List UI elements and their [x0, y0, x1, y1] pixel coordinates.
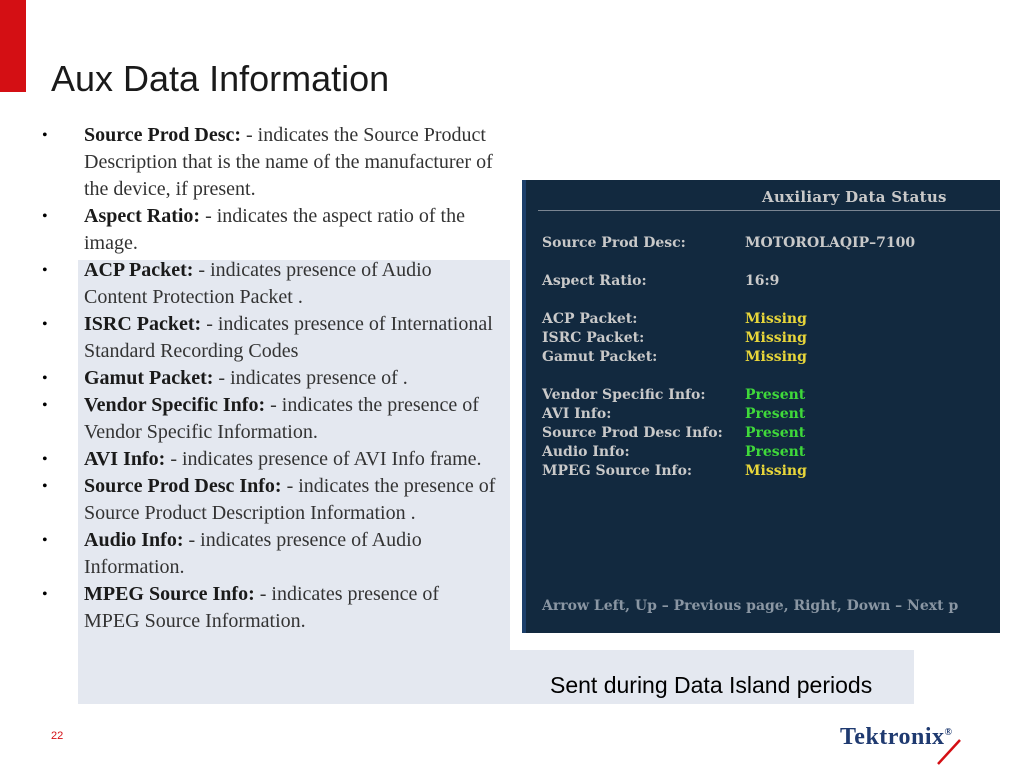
bullet-dot-icon: •	[42, 397, 48, 414]
bullet-dot-icon: •	[42, 478, 48, 495]
bullet-item	[42, 365, 497, 392]
bullet-term: Aspect Ratio:	[84, 205, 201, 227]
bullet-description: - indicates presence of MPEG Source Information.	[84, 583, 440, 632]
bullet-term: Source Prod Desc Info:	[84, 475, 282, 497]
bullet-item	[42, 392, 497, 446]
bullet-description: - indicates presence of International Standard Recording Codes	[84, 313, 493, 362]
bullet-item	[42, 581, 497, 635]
scope-row-label: Source Prod Desc:	[542, 235, 686, 251]
scope-row-value: Missing	[745, 349, 807, 365]
scope-row-label: Gamut Packet:	[542, 349, 658, 365]
scope-row-value: Missing	[745, 311, 807, 327]
scope-row-value: 16:9	[745, 273, 780, 289]
scope-row-label: Audio Info:	[542, 444, 630, 460]
bullet-item	[42, 311, 497, 365]
scope-row-label: AVI Info:	[542, 406, 612, 422]
bullet-dot-icon: •	[42, 316, 48, 333]
slide-title: Aux Data Information	[51, 58, 390, 99]
bullet-item	[42, 122, 497, 203]
bullet-description: - indicates presence of .	[213, 367, 408, 389]
bullet-term: Audio Info:	[84, 529, 184, 551]
bullet-term: ACP Packet:	[84, 259, 194, 281]
scope-row-value: Present	[745, 387, 806, 403]
scope-footer-hint: Arrow Left, Up – Previous page, Right, Down – Next p	[542, 598, 959, 614]
bullet-term: Source Prod Desc:	[84, 124, 242, 146]
bullet-item	[42, 473, 497, 527]
bullet-dot-icon: •	[42, 451, 48, 468]
bullet-item	[42, 257, 497, 311]
bullet-term: Gamut Packet:	[84, 367, 214, 389]
bullet-term: AVI Info:	[84, 448, 166, 470]
bullet-description: - indicates the aspect ratio of the image.	[84, 205, 465, 254]
page-number: 22	[51, 730, 64, 742]
scope-row-label: ACP Packet:	[542, 311, 638, 327]
aux-data-status-screen	[522, 180, 1000, 633]
bullet-dot-icon: •	[42, 586, 48, 603]
scope-row-value: Missing	[745, 463, 807, 479]
bullet-dot-icon: •	[42, 370, 48, 387]
bullet-description: - indicates presence of Audio Content Protection Packet .	[84, 259, 432, 308]
bullet-description: - indicates presence of Audio Information.	[84, 529, 422, 578]
bullet-item	[42, 527, 497, 581]
scope-row-label: MPEG Source Info:	[542, 463, 693, 479]
bullet-description: - indicates presence of AVI Info frame.	[165, 448, 482, 470]
bullet-term: Vendor Specific Info:	[84, 394, 266, 416]
scope-row-label: ISRC Packet:	[542, 330, 645, 346]
scope-row-label: Vendor Specific Info:	[542, 387, 706, 403]
scope-row-value: Present	[745, 444, 806, 460]
bullet-dot-icon: •	[42, 532, 48, 549]
caption: Sent during Data Island periods	[550, 672, 873, 698]
scope-row-value: Present	[745, 406, 806, 422]
bullet-item	[42, 203, 497, 257]
bullet-description: - indicates the Source Product Description that is the name of the manufacturer of the device, if present.	[84, 124, 493, 200]
bullet-dot-icon: •	[42, 262, 48, 279]
logo-registered: ®	[944, 727, 953, 738]
bullet-term: ISRC Packet:	[84, 313, 202, 335]
bullet-dot-icon: •	[42, 127, 48, 144]
scope-title: Auxiliary Data Status	[762, 188, 947, 206]
bullet-description: - indicates the presence of Vendor Specific Information.	[84, 394, 479, 443]
bullet-term: MPEG Source Info:	[84, 583, 255, 605]
scope-row-value: Missing	[745, 330, 807, 346]
scope-row-label: Aspect Ratio:	[542, 273, 647, 289]
bullet-list	[42, 122, 497, 635]
scope-row-value: Present	[745, 425, 806, 441]
scope-row-value: MOTOROLAQIP–7100	[745, 235, 916, 251]
bullet-dot-icon: •	[42, 208, 48, 225]
bullet-item	[42, 446, 497, 473]
accent-bar	[0, 0, 26, 92]
scope-row-label: Source Prod Desc Info:	[542, 425, 723, 441]
scope-divider	[538, 210, 1000, 211]
bullet-description: - indicates the presence of Source Product Description Information .	[84, 475, 496, 524]
logo-swoosh-icon	[936, 736, 964, 766]
logo-text: Tektronix	[840, 724, 945, 750]
